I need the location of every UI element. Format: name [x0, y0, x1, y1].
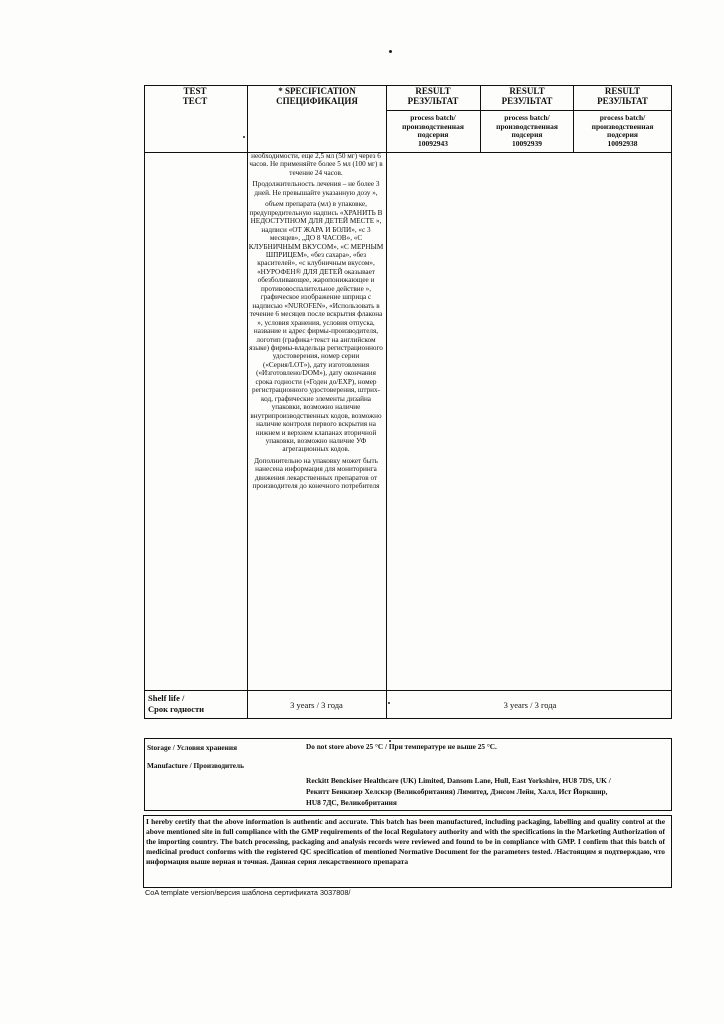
spec-paragraph: объем препарата (мл) в упаковке, предупредительную надпись «ХРАНИТЬ В НЕДОСТУПНОМ ДЛЯ ДЕТЕЙ МЕСТЕ », надписи «ОТ ЖАРА И БОЛИ», «с 3 месяцев», „ДО 8 ЧАСОВ», «С КЛУБНИЧНЫМ ВКУСОМ», «С МЕРНЫМ ШПРИЦЕМ», «без сахара», «без красителей», «с клубничным вкусом», «НУРОФЕН® ДЛЯ ДЕТЕЙ оказывает обезболивающее, жаропонижающее и противовоспалительное действие », графическое изображение шприца с надписью «NUROFEN», «Использовать в течение 6 месяцев после вскрытия флакона », условия хранения, условия отпуска, название и адрес фирмы-производителя, логотип (графика+текст на английском языке) фирмы-владельца регистрационного удостоверения, номер серии («Серия/LOT»), дату изготовления («Изготовлено/DOM»), дату окончания срока годности («Годен до/EXP), номер регистрационного удостоверения, штрих-код, графические элементы дизайна упаковки, возможно наличие внутрипроизводственных кодов, возможно наличие контроля первого вскрытия на нижнем и верхнем клапанах вторичной упаковки, возможно наличие УФ агрегационных кодов. [248, 200, 384, 454]
spec-paragraph: Дополнительно на упаковку может быть нанесена информация для мониторинга движения лекарственных препаратов от производителя до конечного потребителя [252, 456, 380, 491]
shelf-life-spec-value: 3 years / 3 года [290, 700, 343, 710]
specification-text [248, 152, 384, 494]
manufacturer-label: Manufacture / Производитель [147, 761, 244, 770]
shelf-life-result-value: 3 years / 3 года [503, 700, 557, 710]
result-header: RESULT РЕЗУЛЬТАТ [597, 86, 648, 106]
scan-speck [243, 136, 245, 138]
spec-paragraph: Продолжительность лечения – не более 3 дней. Не превышайте указанную дозу », [252, 180, 380, 197]
test-header: TEST ТЕСТ [182, 86, 208, 106]
scan-speck [388, 702, 390, 704]
specification-header: * SPECIFICATION СПЕЦИФИКАЦИЯ [276, 86, 358, 106]
batch-header-3: process batch/ производственная подсерия 10092938 [591, 113, 654, 148]
batch-header-1: process batch/ производственная подсерия 10092943 [402, 113, 464, 148]
result-header: RESULT РЕЗУЛЬТАТ [501, 86, 553, 106]
manufacturer-address: Reckitt Benckiser Healthcare (UK) Limited, Dansom Lane, Hull, East Yorkshire, HU8 7DS, UK / Рекитт Бенкизер Хелскэр (Великобритания) Лимитед, Дэнсом Лейн, Халл, Ист Йоркшир, HU8 7ДС, Великобритания [306, 776, 611, 807]
scan-speck [389, 50, 392, 53]
shelf-life-label: Shelf life / Срок годности [148, 693, 205, 714]
storage-label: Storage / Условия хранения [147, 743, 238, 752]
template-version: CoA template version/версия шаблона сертификата 3037808/ [145, 888, 351, 897]
certification-statement: I hereby certify that the above information is authentic and accurate. This batch has been manufactured, including packaging, labelling and quality control at the above mentioned site in full compliance with the GMP requirements of the local Regulatory authority and with the specifications in the Marketing Authorization of the importing country. The batch processing, packaging and analysis records were reviewed and found to be in compliance with GMP. I confirm that this batch of medicinal product conforms with the registered QC specification of mentioned Normative Document for the parameters tested. /Настоящим я подтверждаю, что информация выше верная и точная. Данная серия лекарственного препарата [146, 817, 665, 866]
result-header: RESULT РЕЗУЛЬТАТ [407, 86, 459, 106]
batch-header-2: process batch/ производственная подсерия 10092939 [496, 113, 558, 148]
storage-value: Do not store above 25 °C / При температуре не выше 25 °C. [306, 742, 497, 751]
spec-paragraph: необходимости, еще 2,5 мл (50 мг) через 6 часов. Не применяйте более 5 мл (100 мг) в течение 24 часов. [249, 152, 383, 177]
